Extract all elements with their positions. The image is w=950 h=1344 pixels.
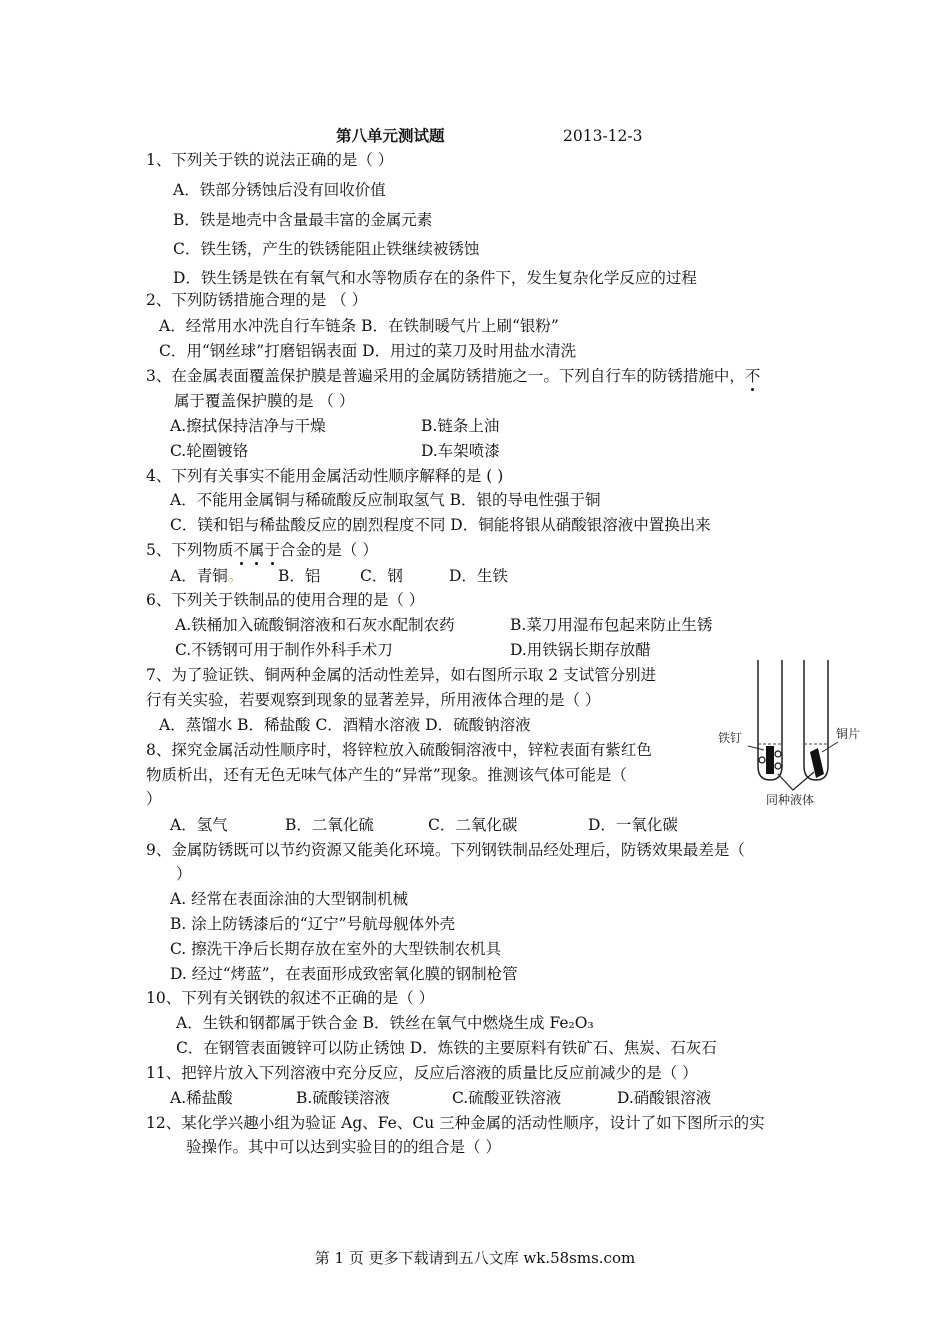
q5-stem bbox=[146, 540, 378, 560]
q8-option-c: C．二氧化碳 bbox=[428, 816, 518, 834]
iron-nail-icon bbox=[759, 746, 781, 774]
q11-option-d: D.硝酸银溶液 bbox=[617, 1089, 712, 1107]
q3-emphasis: 不 bbox=[744, 367, 761, 385]
q11-option-b: B.硫酸镁溶液 bbox=[296, 1089, 390, 1107]
q5-dot: 。 bbox=[227, 567, 244, 585]
q5-stem-post: 合金的是（ ） bbox=[279, 541, 378, 559]
q10-options-cd: C．在钢管表面镀锌可以防止锈蚀 D．炼铁的主要原料有铁矿石、焦炭、石灰石 bbox=[176, 1039, 717, 1057]
q7-options: A．蒸馏水 B．稀盐酸 C．酒精水溶液 D．硫酸钠溶液 bbox=[159, 716, 531, 734]
iron-nail-label: 铁钉 bbox=[718, 731, 743, 745]
q5-emphasis-1: 不 bbox=[233, 541, 249, 559]
q3-stem-2: 属于覆盖保护膜的是 （ ） bbox=[174, 392, 355, 410]
q8-option-a: A．氢气 bbox=[170, 816, 228, 834]
q12-line-1: 12、某化学兴趣小组为验证 Ag、Fe、Cu 三种金属的活动性顺序，设计了如下图所示的实 bbox=[146, 1114, 765, 1132]
q5-emphasis-2: 属 bbox=[248, 541, 265, 559]
q8-option-d: D．一氧化碳 bbox=[588, 816, 678, 834]
page-title: 第八单元测试题 bbox=[336, 126, 445, 145]
q6-option-d: D.用铁锅长期存放醋 bbox=[510, 641, 651, 659]
q8-line-2: 物质析出，还有无色无味气体产生的“异常”现象。推测该气体可能是（ bbox=[146, 766, 627, 784]
q7-line-2: 行有关实验，若要观察到现象的显著差异，所用液体合理的是（ ） bbox=[146, 691, 601, 709]
q6-option-b: B.菜刀用湿布包起来防止生锈 bbox=[510, 616, 713, 634]
q9-option-b: B. 涂上防锈漆后的“辽宁”号航母舰体外壳 bbox=[170, 915, 456, 933]
test-tubes-figure bbox=[718, 656, 868, 806]
q6-option-a: A.铁桶加入硫酸铜溶液和石灰水配制农药 bbox=[175, 616, 455, 634]
q3-option-c: C.轮圈镀铬 bbox=[170, 442, 249, 460]
q2-options-cd: C．用“钢丝球”打磨铝锅表面 D．用过的菜刀及时用盐水清洗 bbox=[159, 342, 577, 360]
date: 2013-12-3 bbox=[563, 127, 643, 145]
q8-line-3: ） bbox=[146, 790, 162, 808]
q2-stem: 2、下列防锈措施合理的是 （ ） bbox=[146, 291, 368, 309]
q9-close: ） bbox=[176, 865, 192, 883]
q4-options-ab: A．不能用金属铜与稀硫酸反应制取氢气 B．银的导电性强于铜 bbox=[170, 491, 601, 509]
q3-stem-text: 3、在金属表面覆盖保护膜是普遍采用的金属防锈措施之一。下列自行车的防锈措施中， bbox=[146, 367, 745, 385]
q9-option-c: C. 擦洗干净后长期存放在室外的大型铁制农机具 bbox=[170, 940, 502, 958]
q12-line-2: 验操作。其中可以达到实验目的的组合是（ ） bbox=[186, 1138, 501, 1156]
q10-options-ab: A．生铁和钢都属于铁合金 B．铁丝在氧气中燃烧生成 Fe₂O₃ bbox=[176, 1014, 594, 1032]
q1-option-b: B．铁是地壳中含量最丰富的金属元素 bbox=[173, 211, 433, 229]
q1-option-d: D．铁生锈是铁在有氧气和水等物质存在的条件下，发生复杂化学反应的过程 bbox=[173, 269, 697, 287]
q10-stem: 10、下列有关钢铁的叙述不正确的是（ ） bbox=[146, 989, 435, 1007]
q9-stem: 9、金属防锈既可以节约资源又能美化环境。下列钢铁制品经处理后，防锈效果最差是（ bbox=[146, 841, 745, 859]
q1-option-a: A．铁部分锈蚀后没有回收价值 bbox=[173, 181, 386, 199]
q11-stem: 11、把锌片放入下列溶液中充分反应，反应后溶液的质量比反应前减少的是（ ） bbox=[146, 1064, 698, 1082]
q5-option-d: D．生铁 bbox=[449, 567, 508, 585]
q7-line-1: 7、为了验证铁、铜两种金属的活动性差异，如右图所示取 2 支试管分别进 bbox=[146, 666, 657, 684]
q5-stem-pre: 5、下列物质 bbox=[146, 541, 234, 559]
q5-option-a-text: A．青铜 bbox=[170, 567, 228, 585]
q5-emphasis-3: 于 bbox=[264, 541, 280, 559]
q5-option-a bbox=[170, 566, 243, 586]
q3-option-a: A.擦拭保持洁净与干燥 bbox=[170, 417, 326, 435]
q9-option-d: D. 经过“烤蓝”，在表面形成致密氧化膜的钢制枪管 bbox=[170, 965, 518, 983]
q8-option-b: B．二氧化硫 bbox=[285, 816, 374, 834]
q4-options-cd: C．镁和铝与稀盐酸反应的剧烈程度不同 D．铜能将银从硝酸银溶液中置换出来 bbox=[170, 516, 711, 534]
q2-options-ab: A．经常用水冲洗自行车链条 B．在铁制暖气片上刷“银粉” bbox=[159, 317, 559, 335]
q3-option-d: D.车架喷漆 bbox=[421, 442, 500, 460]
q5-option-b: B．铝 bbox=[278, 567, 321, 585]
q6-stem: 6、下列关于铁制品的使用合理的是（ ） bbox=[146, 591, 425, 609]
q1-stem: 1、下列关于铁的说法正确的是（ ） bbox=[146, 151, 394, 169]
q3-option-b: B.链条上油 bbox=[421, 417, 500, 435]
q6-option-c: C.不锈钢可用于制作外科手术刀 bbox=[175, 641, 393, 659]
q3-stem bbox=[146, 366, 760, 386]
same-liquid-label: 同种液体 bbox=[766, 793, 815, 806]
q5-option-c: C．钢 bbox=[360, 567, 403, 585]
q1-option-c: C．铁生锈，产生的铁锈能阻止铁继续被锈蚀 bbox=[173, 240, 480, 258]
q4-stem: 4、下列有关事实不能用金属活动性顺序解释的是 ( ) bbox=[146, 467, 504, 485]
q11-option-c: C.硫酸亚铁溶液 bbox=[452, 1089, 562, 1107]
q8-line-1: 8、探究金属活动性顺序时，将锌粒放入硫酸铜溶液中，锌粒表面有紫红色 bbox=[146, 741, 652, 759]
copper-plate-label: 铜片 bbox=[836, 727, 861, 741]
q9-option-a: A. 经常在表面涂油的大型钢制机械 bbox=[170, 890, 409, 908]
q11-option-a: A.稀盐酸 bbox=[170, 1089, 233, 1107]
page-footer: 第 1 页 更多下载请到五八文库 wk.58sms.com bbox=[314, 1249, 636, 1267]
